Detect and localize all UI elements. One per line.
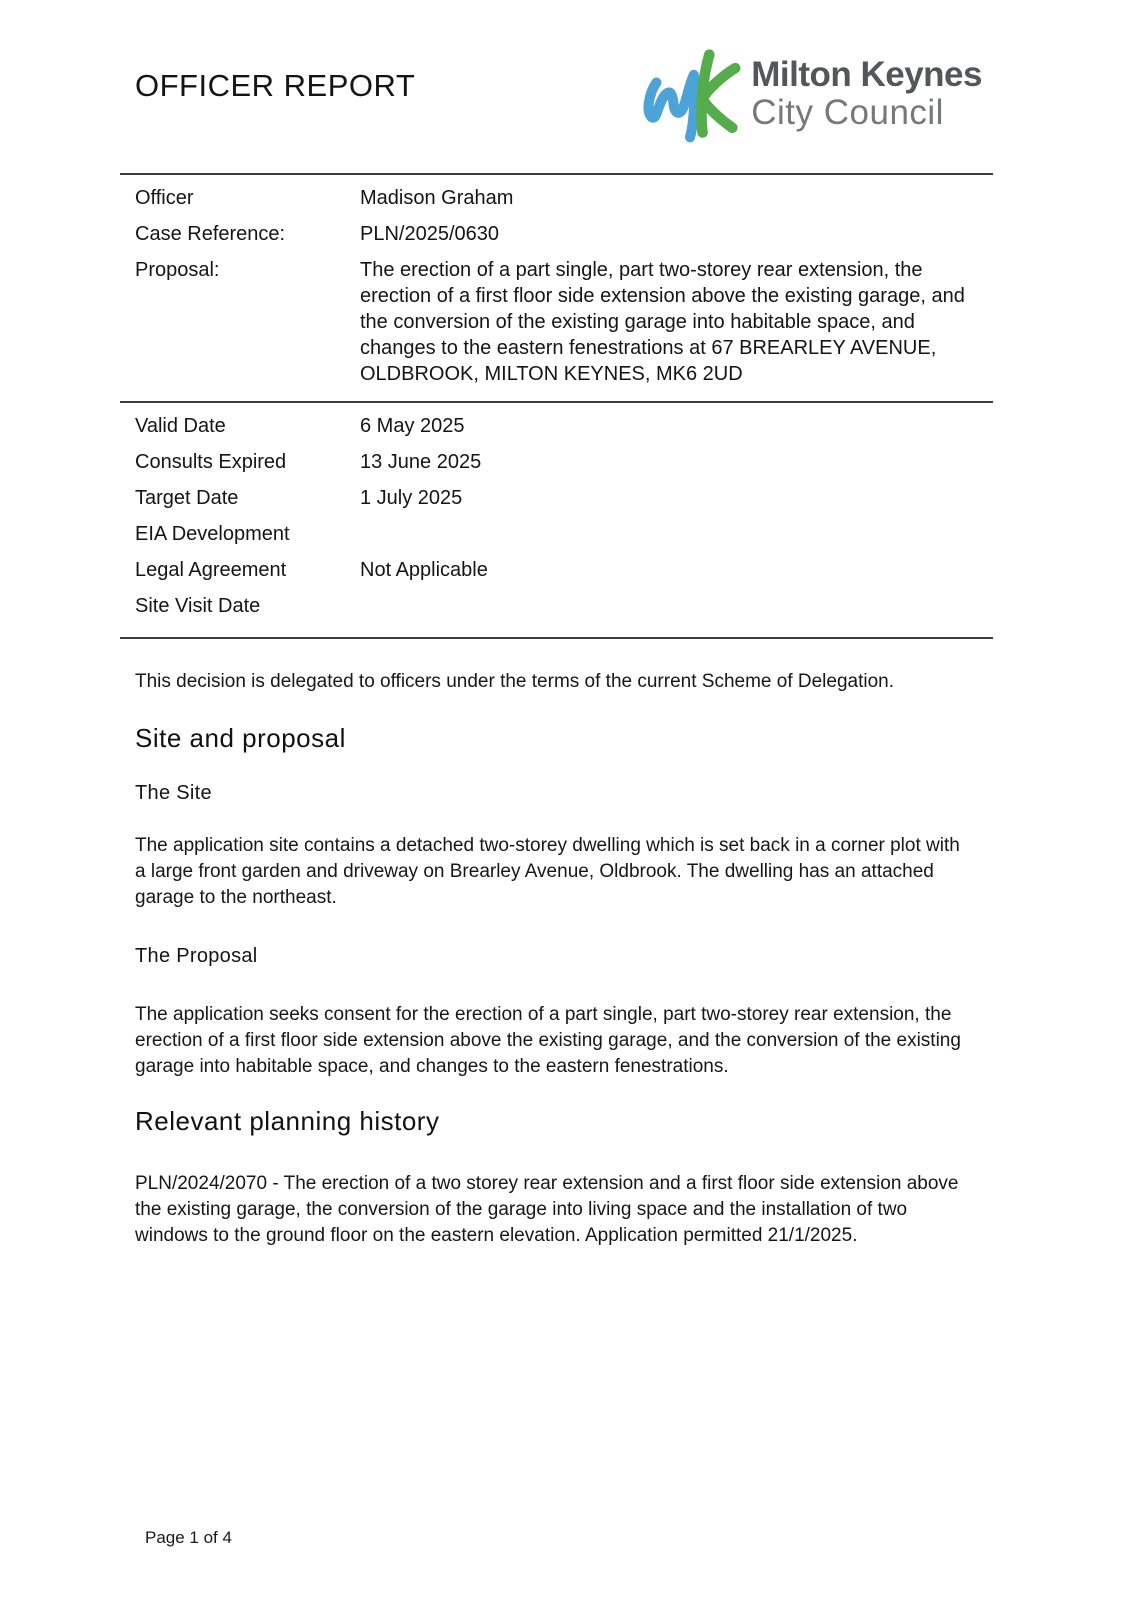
logo-wordmark bbox=[751, 56, 982, 137]
page-number: Page 1 of 4 bbox=[145, 1528, 232, 1547]
field-label: Case Reference: bbox=[135, 223, 286, 245]
table-row-legal-agreement bbox=[120, 552, 993, 588]
logo-line1: Milton Keynes bbox=[751, 54, 982, 94]
field-label: Consults Expired bbox=[135, 451, 287, 473]
field-label: EIA Development bbox=[135, 523, 290, 545]
mk-council-logo bbox=[641, 46, 982, 146]
subheading-the-site: The Site bbox=[135, 782, 212, 804]
delegation-note: This decision is delegated to officers under the terms of the current Scheme of Delegation. bbox=[135, 671, 895, 692]
table-row-officer bbox=[120, 180, 993, 216]
case-summary-bottom-block bbox=[120, 401, 993, 639]
logo-m-brushstroke bbox=[649, 75, 695, 138]
table-row-proposal bbox=[120, 252, 993, 392]
table-row-case-reference bbox=[120, 216, 993, 252]
field-label: Valid Date bbox=[135, 415, 226, 437]
field-value bbox=[360, 521, 993, 547]
field-value: The erection of a part single, part two-storey rear extension, the erection of a first floor side extension above the existing garage, and the conversion of the existing garage into habitable space, and changes to the eastern fenestrations at 67 BREARLEY AVENUE, OLDBROOK, MILTON KEYNES, MK6 2UD bbox=[360, 259, 965, 385]
field-value: Madison Graham bbox=[360, 187, 514, 209]
field-value: 13 June 2025 bbox=[360, 451, 482, 473]
logo-line2: City Council bbox=[751, 93, 944, 132]
case-summary-table bbox=[120, 173, 993, 639]
table-row-valid-date bbox=[120, 408, 993, 444]
field-value: 6 May 2025 bbox=[360, 415, 465, 437]
field-label: Site Visit Date bbox=[135, 595, 261, 617]
table-row-eia-development bbox=[120, 516, 993, 552]
field-value: Not Applicable bbox=[360, 559, 488, 581]
field-value: 1 July 2025 bbox=[360, 487, 463, 509]
table-row-consults-expired bbox=[120, 444, 993, 480]
site-description-paragraph: The application site contains a detached two-storey dwelling which is set back in a corner plot with a large front garden and driveway on Brearley Avenue, Oldbrook. The dwelling has an attached garage to the northeast. bbox=[135, 835, 960, 908]
report-header bbox=[0, 0, 1132, 146]
case-summary-top-block bbox=[120, 173, 993, 401]
planning-history-paragraph: PLN/2024/2070 - The erection of a two storey rear extension and a first floor side extension above the existing garage, the conversion of the garage into living space and the installation of two windows to the ground floor on the eastern elevation. Application permitted 21/1/2025. bbox=[135, 1173, 959, 1246]
field-value bbox=[360, 593, 993, 619]
subheading-the-proposal: The Proposal bbox=[135, 945, 258, 967]
table-row-target-date bbox=[120, 480, 993, 516]
page-title: OFFICER REPORT bbox=[135, 68, 416, 103]
report-body bbox=[135, 669, 975, 1249]
mk-logo-icon bbox=[641, 46, 741, 146]
field-value: PLN/2025/0630 bbox=[360, 223, 500, 245]
field-label: Proposal: bbox=[135, 259, 220, 281]
section-heading-planning-history: Relevant planning history bbox=[135, 1106, 440, 1136]
field-label: Target Date bbox=[135, 487, 239, 509]
section-heading-site-and-proposal: Site and proposal bbox=[135, 723, 346, 753]
table-row-site-visit-date bbox=[120, 588, 993, 624]
field-label: Officer bbox=[135, 187, 194, 209]
field-label: Legal Agreement bbox=[135, 559, 287, 581]
proposal-description-paragraph: The application seeks consent for the erection of a part single, part two-storey rear extension, the erection of a first floor side extension above the existing garage, and the conversion of the existing garage into habitable space, and changes to the eastern fenestrations. bbox=[135, 1004, 961, 1077]
